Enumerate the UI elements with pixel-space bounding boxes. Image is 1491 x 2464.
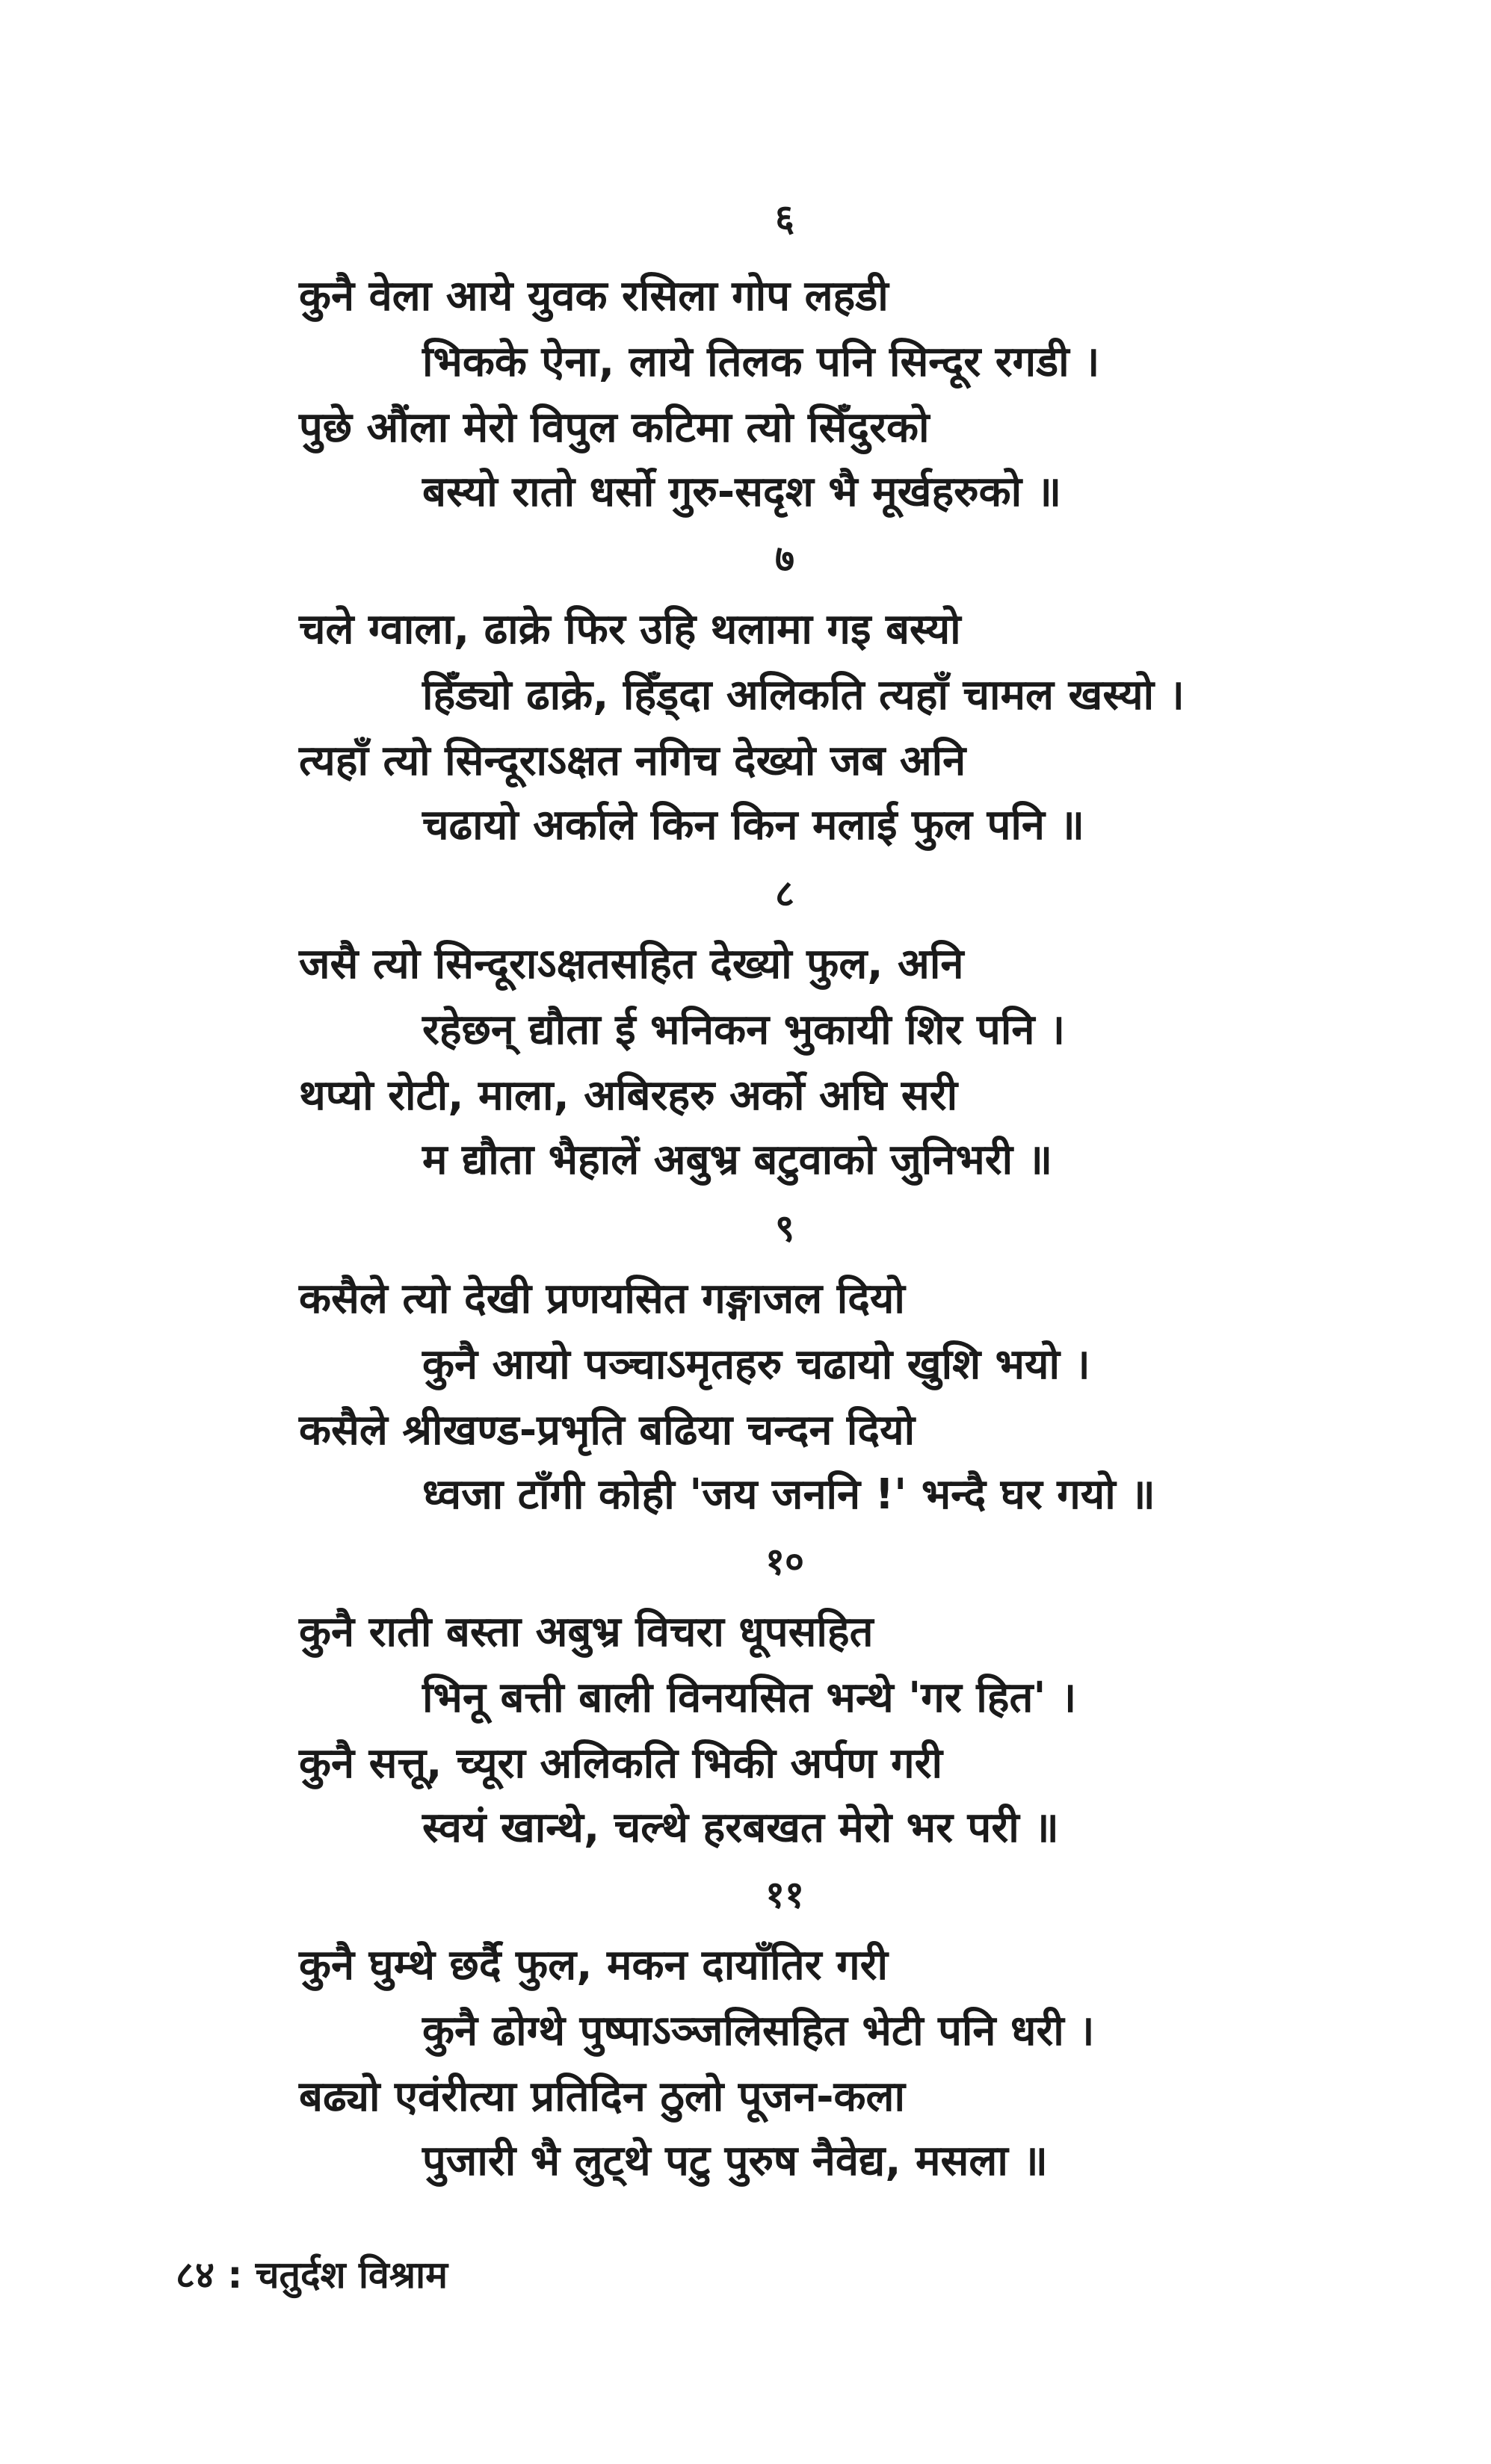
- verse-line: थप्यो रोटी, माला, अबिरहरु अर्को अघि सरी: [299, 1071, 958, 1120]
- verse-line: बढ्यो एवंरीत्या प्रतिदिन ठुलो पूजन-कला: [299, 2073, 906, 2121]
- verse-line: पुजारी भै लुट्थे पटु पुरुष नैवेद्य, मसला ॥: [422, 2137, 1048, 2185]
- verse-line: कुनै घुम्थे छर्दै फुल, मकन दायाँतिर गरी: [299, 1941, 889, 1990]
- verse-line: रहेछन् द्यौता ई भनिकन भुकायी शिर पनि ।: [422, 1006, 1066, 1054]
- verse-line: म द्यौता भैहालें अबुभ्र बटुवाको जुनिभरी ॥: [422, 1136, 1053, 1184]
- verse-line: त्यहाँ त्यो सिन्दूराऽक्षत नगिच देख्यो जब अनि: [299, 737, 966, 785]
- stanza-number: १०: [765, 1540, 804, 1583]
- verse-line: भिकके ऐना, लाये तिलक पनि सिन्दूर रगडी ।: [422, 338, 1100, 386]
- stanza-number: ९: [775, 1207, 794, 1250]
- stanza-number: ८: [775, 872, 794, 915]
- verse-line: चढायो अर्काले किन किन मलाई फुल पनि ॥: [422, 801, 1085, 849]
- page-footer: ८४ : चतुर्दश विश्राम: [176, 2253, 448, 2297]
- verse-line: कुनै ढोग्थे पुष्पाऽञ्जलिसहित भेटी पनि धरी ।: [422, 2007, 1095, 2055]
- verse-line: ध्वजा टाँगी कोही 'जय जननि !' भन्दै घर गयो ॥: [422, 1470, 1155, 1519]
- verse-line: कसैले त्यो देखी प्रणयसित गङ्गाजल दियो: [299, 1275, 905, 1323]
- stanza-number: ७: [775, 537, 794, 581]
- verse-line: जसै त्यो सिन्दूराऽक्षतसहित देख्यो फुल, अनि: [299, 940, 964, 988]
- verse-line: भिनू बत्ती बाली विनयसित भन्थे 'गर हित' ।: [422, 1674, 1077, 1722]
- stanza-number: ११: [765, 1873, 804, 1916]
- verse-line: बस्यो रातो धर्सो गुरु-सदृश भै मूर्खहरुको ॥: [422, 468, 1062, 516]
- stanza-number: ६: [775, 196, 794, 240]
- verse-line: कुनै आयो पञ्चाऽमृतहरु चढायो खुशि भयो ।: [422, 1340, 1090, 1389]
- verse-line: कुनै वेला आये युवक रसिला गोप लहडी: [299, 272, 889, 321]
- verse-line: चले ग्वाला, ढाक्रे फिर उहि थलामा गइ बस्यो: [299, 605, 961, 654]
- verse-line: पुछे औंला मेरो विपुल कटिमा त्यो सिँदुरको: [299, 403, 930, 452]
- verse-line: स्वयं खान्थे, चल्थे हरबखत मेरो भर परी ॥: [422, 1804, 1059, 1852]
- verse-line: कसैले श्रीखण्ड-प्रभृति बढिया चन्दन दियो: [299, 1406, 916, 1455]
- verse-line: कुनै राती बस्ता अबुभ्र विचरा धूपसहित: [299, 1608, 874, 1656]
- verse-line: हिँड्यो ढाक्रे, हिँड्दा अलिकति त्यहाँ चामल खस्यो ।: [422, 671, 1185, 719]
- verse-line: कुनै सत्तू, च्यूरा अलिकति भिकी अर्पण गरी: [299, 1739, 943, 1788]
